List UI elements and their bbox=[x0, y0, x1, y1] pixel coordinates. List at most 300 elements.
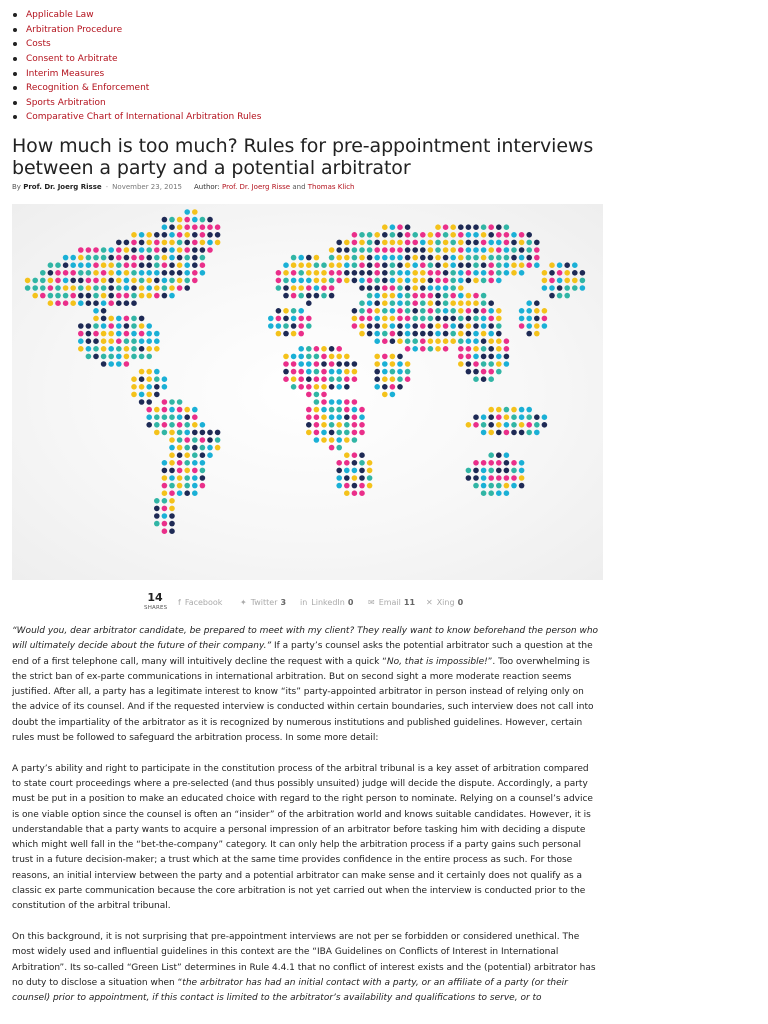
map-dot bbox=[184, 224, 190, 230]
map-dot bbox=[466, 308, 472, 314]
map-dot bbox=[177, 262, 183, 268]
map-dot bbox=[496, 323, 502, 329]
map-dot bbox=[321, 262, 327, 268]
map-dot bbox=[336, 240, 342, 246]
map-dot bbox=[405, 293, 411, 299]
map-dot bbox=[298, 308, 304, 314]
nav-item-consent-to-arbitrate bbox=[12, 52, 312, 67]
map-dot bbox=[481, 270, 487, 276]
map-dot bbox=[359, 452, 365, 458]
bullet-icon bbox=[13, 86, 17, 90]
map-dot bbox=[488, 452, 494, 458]
map-dot bbox=[496, 468, 502, 474]
map-dot bbox=[162, 240, 168, 246]
map-dot bbox=[405, 331, 411, 337]
map-dot bbox=[169, 430, 175, 436]
map-dot bbox=[154, 285, 160, 291]
map-dot bbox=[86, 323, 92, 329]
map-dot bbox=[162, 513, 168, 519]
map-dot bbox=[359, 422, 365, 428]
map-dot bbox=[564, 270, 570, 276]
share-count bbox=[144, 592, 166, 612]
map-dot bbox=[352, 255, 358, 261]
map-dot bbox=[473, 300, 479, 306]
map-dot bbox=[146, 323, 152, 329]
email-share-button[interactable] bbox=[368, 598, 415, 607]
map-dot bbox=[367, 240, 373, 246]
map-dot bbox=[526, 308, 532, 314]
nav-link[interactable]: Sports Arbitration bbox=[26, 97, 106, 108]
map-dot bbox=[496, 232, 502, 238]
map-dot bbox=[93, 316, 99, 322]
opening-quote: “Would you, dear arbitrator candidate, be prepared to meet with my client? They really want to know beforehand the person who will ultimately decide about the future of their company.” bbox=[12, 626, 599, 652]
map-dot bbox=[184, 452, 190, 458]
map-dot bbox=[101, 316, 107, 322]
byline-separator: - bbox=[105, 183, 109, 191]
map-dot bbox=[192, 262, 198, 268]
map-dot bbox=[344, 414, 350, 420]
map-dot bbox=[519, 422, 525, 428]
map-dot bbox=[154, 270, 160, 276]
map-dot bbox=[192, 445, 198, 451]
map-dot bbox=[488, 300, 494, 306]
map-dot bbox=[124, 247, 130, 253]
map-dot bbox=[496, 483, 502, 489]
twitter-share-button[interactable] bbox=[240, 598, 286, 607]
map-dot bbox=[488, 422, 494, 428]
map-dot bbox=[184, 217, 190, 223]
map-dot bbox=[48, 262, 54, 268]
map-dot bbox=[146, 346, 152, 352]
map-dot bbox=[488, 247, 494, 253]
map-dot bbox=[306, 285, 312, 291]
map-dot bbox=[101, 270, 107, 276]
map-dot bbox=[139, 278, 145, 284]
map-dot bbox=[397, 278, 403, 284]
map-dot bbox=[291, 354, 297, 360]
map-dot bbox=[374, 331, 380, 337]
map-dot bbox=[542, 323, 548, 329]
map-dot bbox=[162, 468, 168, 474]
map-dot bbox=[276, 308, 282, 314]
map-dot bbox=[405, 308, 411, 314]
map-dot bbox=[504, 460, 510, 466]
map-dot bbox=[519, 240, 525, 246]
map-dot bbox=[336, 262, 342, 268]
map-dot bbox=[352, 437, 358, 443]
map-dot bbox=[93, 285, 99, 291]
map-dot bbox=[207, 224, 213, 230]
map-dot bbox=[511, 255, 517, 261]
map-dot bbox=[314, 407, 320, 413]
map-dot bbox=[192, 224, 198, 230]
map-dot bbox=[534, 255, 540, 261]
map-dot bbox=[108, 255, 114, 261]
map-dot bbox=[192, 414, 198, 420]
map-dot bbox=[162, 407, 168, 413]
map-dot bbox=[458, 255, 464, 261]
map-dot bbox=[154, 498, 160, 504]
map-dot bbox=[488, 483, 494, 489]
map-dot bbox=[488, 430, 494, 436]
map-dot bbox=[184, 483, 190, 489]
map-dot bbox=[473, 414, 479, 420]
nav-link[interactable]: Comparative Chart of International Arbitration Rules bbox=[26, 112, 262, 123]
map-dot bbox=[367, 331, 373, 337]
map-dot bbox=[496, 452, 502, 458]
map-dot bbox=[344, 278, 350, 284]
map-dot bbox=[306, 255, 312, 261]
map-dot bbox=[481, 460, 487, 466]
map-dot bbox=[207, 232, 213, 238]
linkedin-share-button[interactable] bbox=[300, 598, 353, 607]
map-dot bbox=[397, 240, 403, 246]
map-dot bbox=[329, 247, 335, 253]
map-dot bbox=[526, 430, 532, 436]
article-body bbox=[12, 624, 600, 1022]
map-dot bbox=[70, 270, 76, 276]
map-dot bbox=[154, 414, 160, 420]
map-dot bbox=[382, 278, 388, 284]
map-dot bbox=[496, 422, 502, 428]
map-dot bbox=[139, 240, 145, 246]
map-dot bbox=[344, 452, 350, 458]
map-dot bbox=[154, 338, 160, 344]
nav-item-interim-measures bbox=[12, 66, 312, 81]
map-dot bbox=[162, 528, 168, 534]
map-dot bbox=[352, 361, 358, 367]
map-dot bbox=[86, 262, 92, 268]
map-dot bbox=[177, 422, 183, 428]
map-dot bbox=[200, 224, 206, 230]
map-dot bbox=[412, 255, 418, 261]
map-dot bbox=[177, 490, 183, 496]
map-dot bbox=[473, 255, 479, 261]
map-dot bbox=[200, 255, 206, 261]
map-dot bbox=[93, 323, 99, 329]
map-dot bbox=[496, 270, 502, 276]
map-dot bbox=[70, 262, 76, 268]
map-dot bbox=[154, 262, 160, 268]
map-dot bbox=[207, 217, 213, 223]
map-dot bbox=[283, 354, 289, 360]
map-dot bbox=[496, 316, 502, 322]
map-dot bbox=[124, 346, 130, 352]
map-dot bbox=[450, 308, 456, 314]
map-dot bbox=[466, 369, 472, 375]
map-dot bbox=[276, 285, 282, 291]
nav-link[interactable]: Applicable Law bbox=[26, 10, 94, 21]
map-dot bbox=[374, 300, 380, 306]
map-dot bbox=[169, 407, 175, 413]
map-dot bbox=[367, 475, 373, 481]
author-link-risse[interactable]: Prof. Dr. Joerg Risse bbox=[222, 183, 291, 191]
map-dot bbox=[40, 270, 46, 276]
author-label: Author: bbox=[193, 183, 220, 191]
map-dot bbox=[336, 270, 342, 276]
map-dot bbox=[116, 247, 122, 253]
map-dot bbox=[488, 262, 494, 268]
map-dot bbox=[336, 422, 342, 428]
map-dot bbox=[321, 414, 327, 420]
map-dot bbox=[207, 240, 213, 246]
map-dot bbox=[412, 316, 418, 322]
map-dot bbox=[481, 232, 487, 238]
nav-link[interactable]: Recognition & Enforcement bbox=[26, 83, 150, 94]
map-dot bbox=[359, 414, 365, 420]
map-dot bbox=[519, 414, 525, 420]
map-dot bbox=[177, 224, 183, 230]
map-dot bbox=[63, 270, 69, 276]
map-dot bbox=[124, 278, 130, 284]
map-dot bbox=[336, 361, 342, 367]
map-dot bbox=[390, 293, 396, 299]
map-dot bbox=[481, 354, 487, 360]
map-dot bbox=[526, 232, 532, 238]
map-dot bbox=[215, 437, 221, 443]
map-dot bbox=[192, 437, 198, 443]
map-dot bbox=[306, 430, 312, 436]
share-count-label: SHARES bbox=[144, 605, 168, 611]
bullet-icon bbox=[13, 72, 17, 76]
quoted-rule: the arbitrator has had an initial contact with a party, or an affiliate of a party (or their counsel) prior to appointment, if this contact is limited to the arbitrator’s availability and qualifications to serve, or to bbox=[12, 977, 568, 1004]
map-dot bbox=[192, 232, 198, 238]
map-dot bbox=[169, 460, 175, 466]
map-dot bbox=[405, 255, 411, 261]
map-dot bbox=[336, 437, 342, 443]
map-dot bbox=[200, 422, 206, 428]
author-link-klich[interactable]: Thomas Klich bbox=[307, 183, 355, 191]
map-dot bbox=[557, 262, 563, 268]
map-dot bbox=[116, 354, 122, 360]
map-dot bbox=[405, 232, 411, 238]
map-dot bbox=[443, 300, 449, 306]
map-dot bbox=[367, 278, 373, 284]
map-dot bbox=[405, 338, 411, 344]
map-dot bbox=[534, 323, 540, 329]
map-dot bbox=[542, 278, 548, 284]
map-dot bbox=[344, 240, 350, 246]
map-dot bbox=[458, 316, 464, 322]
map-dot bbox=[146, 232, 152, 238]
map-dot bbox=[283, 331, 289, 337]
map-dot bbox=[177, 240, 183, 246]
map-dot bbox=[450, 323, 456, 329]
map-dot bbox=[55, 278, 61, 284]
map-dot bbox=[192, 422, 198, 428]
map-dot bbox=[329, 422, 335, 428]
map-dot bbox=[473, 278, 479, 284]
map-dot bbox=[374, 247, 380, 253]
map-dot bbox=[481, 369, 487, 375]
map-dot bbox=[177, 414, 183, 420]
map-dot bbox=[488, 270, 494, 276]
author-and: and bbox=[292, 183, 306, 191]
map-dot bbox=[25, 278, 31, 284]
map-dot bbox=[466, 361, 472, 367]
map-dot bbox=[466, 323, 472, 329]
map-dot bbox=[382, 240, 388, 246]
map-dot bbox=[207, 437, 213, 443]
map-dot bbox=[473, 422, 479, 428]
map-dot bbox=[374, 278, 380, 284]
map-dot bbox=[86, 354, 92, 360]
map-dot bbox=[169, 247, 175, 253]
map-dot bbox=[154, 513, 160, 519]
map-dot bbox=[162, 521, 168, 527]
map-dot bbox=[405, 278, 411, 284]
map-dot bbox=[488, 224, 494, 230]
map-dot bbox=[321, 346, 327, 352]
bullet-icon bbox=[13, 42, 17, 46]
map-dot bbox=[352, 422, 358, 428]
map-dot bbox=[382, 300, 388, 306]
map-dot bbox=[549, 262, 555, 268]
map-dot bbox=[291, 376, 297, 382]
byline-author-link[interactable]: Prof. Dr. Joerg Risse bbox=[23, 183, 102, 191]
map-dot bbox=[519, 430, 525, 436]
map-dot bbox=[374, 338, 380, 344]
nav-link[interactable]: Costs bbox=[26, 39, 51, 50]
map-dot bbox=[412, 308, 418, 314]
map-dot bbox=[200, 460, 206, 466]
map-dot bbox=[473, 262, 479, 268]
map-dot bbox=[86, 247, 92, 253]
map-dot bbox=[397, 293, 403, 299]
map-dot bbox=[397, 255, 403, 261]
map-dot bbox=[412, 247, 418, 253]
map-dot bbox=[329, 293, 335, 299]
map-dot bbox=[116, 278, 122, 284]
map-dot bbox=[131, 278, 137, 284]
nav-link[interactable]: Consent to Arbitrate bbox=[26, 54, 118, 65]
map-dot bbox=[428, 316, 434, 322]
map-dot bbox=[329, 407, 335, 413]
map-dot bbox=[435, 278, 441, 284]
map-dot bbox=[473, 293, 479, 299]
map-dot bbox=[481, 338, 487, 344]
map-dot bbox=[412, 323, 418, 329]
map-dot bbox=[336, 430, 342, 436]
map-dot bbox=[55, 270, 61, 276]
map-dot bbox=[390, 384, 396, 390]
map-dot bbox=[116, 361, 122, 367]
map-dot bbox=[32, 293, 38, 299]
map-dot bbox=[504, 262, 510, 268]
map-dot bbox=[397, 262, 403, 268]
map-dot bbox=[329, 437, 335, 443]
map-dot bbox=[298, 262, 304, 268]
map-dot bbox=[93, 247, 99, 253]
map-dot bbox=[534, 300, 540, 306]
map-dot bbox=[504, 240, 510, 246]
map-dot bbox=[420, 300, 426, 306]
map-dot bbox=[352, 278, 358, 284]
map-dot bbox=[374, 384, 380, 390]
map-dot bbox=[511, 232, 517, 238]
map-dot bbox=[108, 300, 114, 306]
map-dot bbox=[473, 460, 479, 466]
nav-link[interactable]: Arbitration Procedure bbox=[26, 24, 123, 35]
map-dot bbox=[131, 346, 137, 352]
map-dot bbox=[298, 346, 304, 352]
map-dot bbox=[496, 475, 502, 481]
publish-date: November 23, 2015 bbox=[112, 183, 182, 191]
map-dot bbox=[519, 323, 525, 329]
map-dot bbox=[473, 323, 479, 329]
map-dot bbox=[534, 316, 540, 322]
map-dot bbox=[344, 399, 350, 405]
map-dot bbox=[549, 285, 555, 291]
xing-share-button[interactable] bbox=[426, 598, 463, 607]
map-dot bbox=[283, 285, 289, 291]
map-dot bbox=[78, 285, 84, 291]
map-dot bbox=[329, 414, 335, 420]
map-dot bbox=[504, 414, 510, 420]
map-dot bbox=[169, 498, 175, 504]
map-dot bbox=[382, 376, 388, 382]
map-dot bbox=[139, 293, 145, 299]
nav-link[interactable]: Interim Measures bbox=[26, 68, 105, 79]
map-dot bbox=[63, 293, 69, 299]
map-dot bbox=[420, 293, 426, 299]
paragraph-1 bbox=[12, 624, 600, 746]
map-dot bbox=[473, 316, 479, 322]
map-dot bbox=[435, 316, 441, 322]
map-dot bbox=[101, 331, 107, 337]
nav-item-sports-arbitration bbox=[12, 96, 312, 111]
map-dot bbox=[428, 240, 434, 246]
map-dot bbox=[504, 255, 510, 261]
map-dot bbox=[192, 278, 198, 284]
paragraph-text: If a party’s counsel asks the potential arbitrator such a question at the end of a first telephone call, many will intuitively decline the request with a quick “ bbox=[12, 641, 593, 667]
map-dot bbox=[405, 323, 411, 329]
map-dot bbox=[458, 247, 464, 253]
map-dot bbox=[101, 278, 107, 284]
map-dot bbox=[291, 270, 297, 276]
map-dot bbox=[63, 255, 69, 261]
share-label: LinkedIn bbox=[311, 598, 345, 607]
map-dot bbox=[131, 323, 137, 329]
map-dot bbox=[473, 240, 479, 246]
map-dot bbox=[473, 468, 479, 474]
map-dot bbox=[200, 232, 206, 238]
map-dot bbox=[162, 399, 168, 405]
map-dot bbox=[504, 354, 510, 360]
map-dot bbox=[496, 460, 502, 466]
bullet-icon bbox=[13, 115, 17, 119]
map-dot bbox=[435, 346, 441, 352]
map-dot bbox=[488, 323, 494, 329]
map-dot bbox=[450, 300, 456, 306]
map-dot bbox=[511, 270, 517, 276]
map-dot bbox=[519, 407, 525, 413]
map-dot bbox=[435, 224, 441, 230]
map-dot bbox=[390, 224, 396, 230]
map-dot bbox=[488, 354, 494, 360]
map-dot bbox=[526, 262, 532, 268]
map-dot bbox=[78, 338, 84, 344]
map-dot bbox=[108, 278, 114, 284]
map-dot bbox=[428, 270, 434, 276]
map-dot bbox=[466, 224, 472, 230]
map-dot bbox=[93, 293, 99, 299]
facebook-share-button[interactable] bbox=[178, 598, 222, 607]
map-dot bbox=[473, 224, 479, 230]
map-dot bbox=[162, 224, 168, 230]
map-dot bbox=[580, 270, 586, 276]
map-dot bbox=[390, 285, 396, 291]
